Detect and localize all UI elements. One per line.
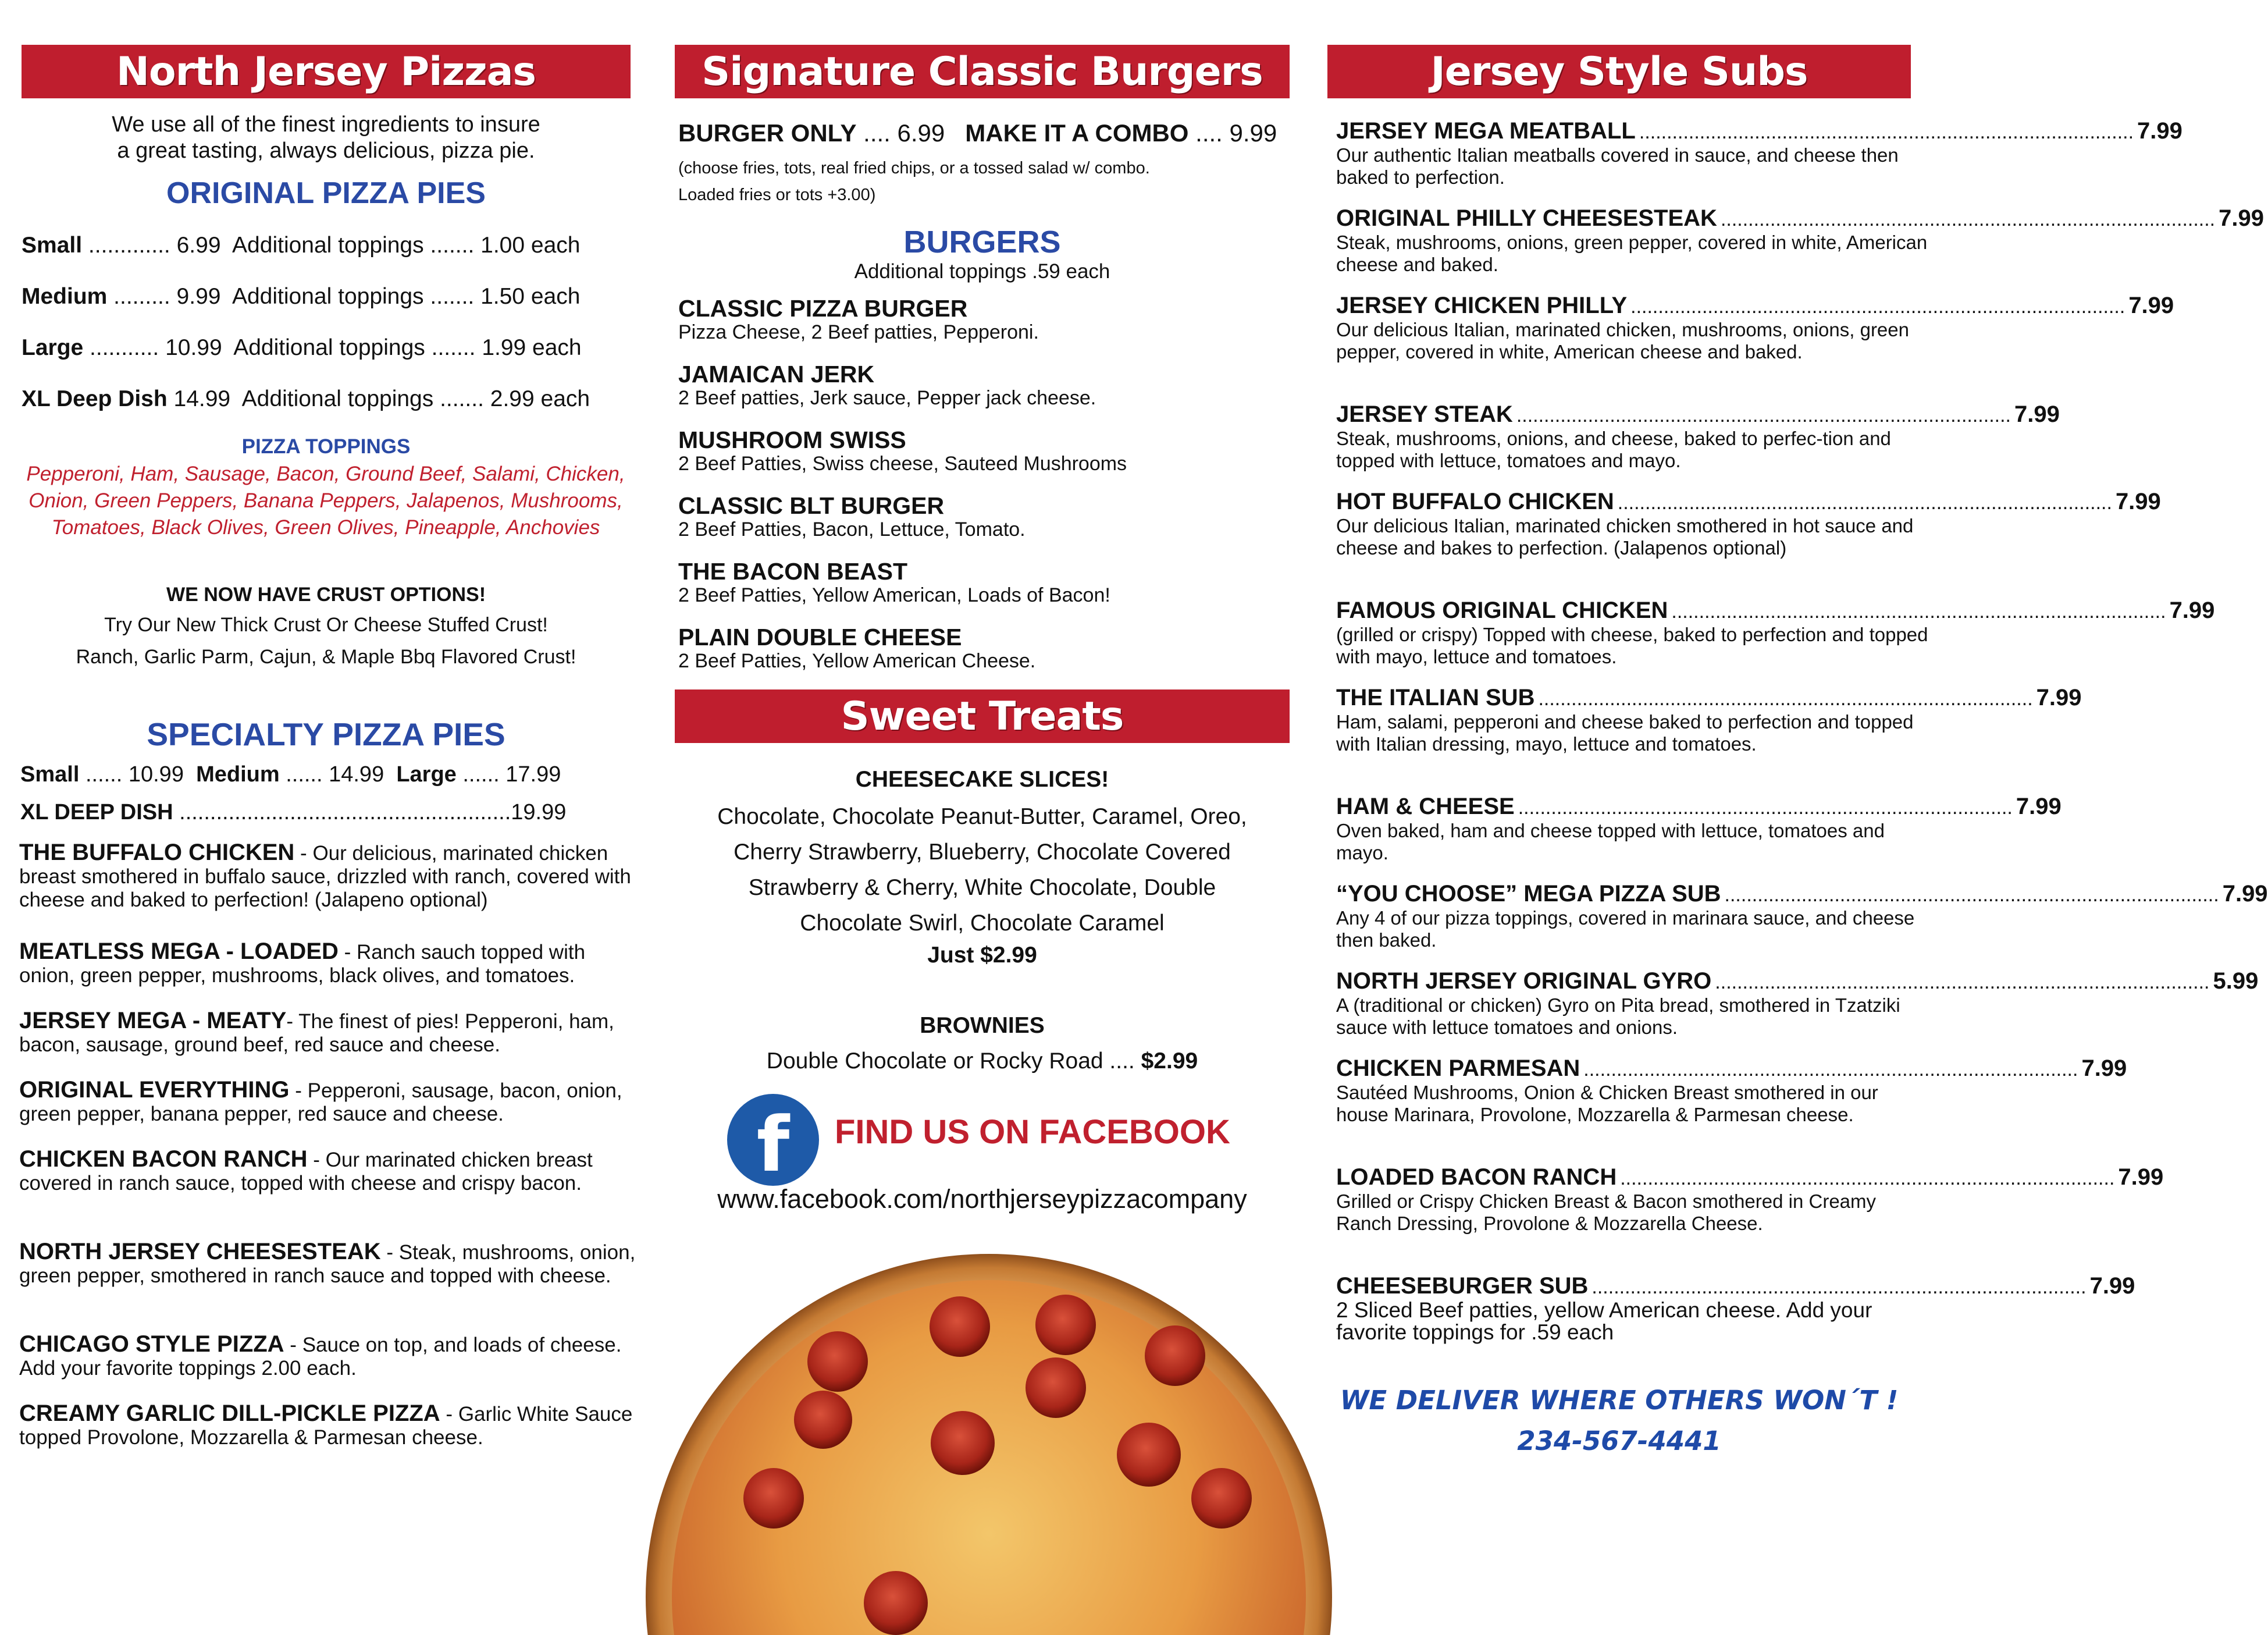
sub-price: 7.99 <box>2219 205 2264 231</box>
specialty-sep: - <box>289 1079 308 1102</box>
sub-item <box>1336 598 2215 685</box>
pepperoni <box>1026 1357 1086 1418</box>
cheesecake-line: Strawberry & Cherry, White Chocolate, Double <box>748 875 1216 900</box>
sub-item <box>1336 881 2268 968</box>
sub-name: “YOU CHOOSE” MEGA PIZZA SUB <box>1336 881 1721 907</box>
facebook-url[interactable]: www.facebook.com/northjerseypizzacompany <box>717 1184 1247 1214</box>
burger-item <box>678 427 1306 493</box>
combo-price: 9.99 <box>1229 119 1277 147</box>
original-size-list <box>22 233 638 438</box>
burgers-heading: BURGERS <box>903 225 1061 260</box>
size-row-medium <box>22 284 638 335</box>
xl-deep-dish-row <box>20 800 637 825</box>
specialty-sep: - <box>440 1403 458 1426</box>
burger-name: CLASSIC BLT BURGER <box>678 492 945 519</box>
sub-dots: .......................................................................................... <box>1671 600 2166 623</box>
sub-item <box>1336 489 2161 598</box>
specialty-desc: Sauce on top, and loads of cheese. Add your favorite toppings 2.00 each. <box>19 1334 622 1380</box>
pepperoni <box>864 1571 928 1635</box>
toppings-heading: PIZZA TOPPINGS <box>241 435 411 458</box>
pepperoni <box>1117 1423 1181 1487</box>
sub-dots: .......................................................................................... <box>1518 797 2013 819</box>
specialty-sep: - <box>380 1241 399 1264</box>
size-row-large <box>22 335 638 386</box>
cheesecake-price: Just $2.99 <box>927 943 1037 968</box>
burger-only-dots: .... <box>856 119 898 147</box>
burgers-banner: Signature Classic Burgers <box>675 45 1290 98</box>
sub-desc: Steak, mushrooms, onions, green pepper, covered in white, American cheese and baked. <box>1336 232 1928 275</box>
size-label: XL Deep Dish <box>22 386 168 411</box>
pizzas-column <box>0 0 646 1484</box>
cheesecake-heading: CHEESECAKE SLICES! <box>855 767 1109 792</box>
burger-only-price: 6.99 <box>897 119 945 147</box>
specialty-desc: Garlic White Sauce topped Provolone, Mozzarella & Parmesan cheese. <box>19 1403 633 1449</box>
size-row-xl <box>22 386 638 438</box>
brownies-price: $2.99 <box>1141 1048 1198 1074</box>
sub-desc: Steak, mushrooms, onions, and cheese, baked to perfec-tion and topped with lettuce, tomatoes and mayo. <box>1336 428 1891 471</box>
sweet-treats-banner: Sweet Treats <box>675 689 1290 743</box>
burger-desc: 2 Beef patties, Jerk sauce, Pepper jack cheese. <box>678 387 1096 409</box>
size-price: 14.99 <box>173 386 231 411</box>
xl-label: XL DEEP DISH <box>20 800 173 824</box>
sub-price: 5.99 <box>2213 968 2259 994</box>
specialty-small-label: Small <box>20 762 80 787</box>
sub-name: FAMOUS ORIGINAL CHICKEN <box>1336 598 1668 623</box>
sub-dots: .......................................................................................... <box>1715 971 2210 993</box>
specialty-name: CHICAGO STYLE PIZZA <box>19 1331 284 1357</box>
burger-toppings-note: Additional toppings .59 each <box>854 260 1110 283</box>
pizza-illustration <box>637 1225 1335 1632</box>
sub-name: LOADED BACON RANCH <box>1336 1164 1617 1190</box>
sub-item <box>1336 794 2062 881</box>
combo-label: MAKE IT A COMBO <box>965 119 1189 147</box>
specialty-medium-label: Medium <box>196 762 280 787</box>
specialty-large-price: 17.99 <box>505 762 561 787</box>
burger-item <box>678 559 1306 624</box>
cheesecake-line: Cherry Strawberry, Blueberry, Chocolate Covered <box>734 840 1231 865</box>
specialty-item <box>19 841 636 940</box>
sub-dots: .......................................................................................... <box>1617 492 2112 514</box>
sub-dots: .......................................................................................... <box>1516 404 2011 426</box>
size-label: Small <box>22 233 83 258</box>
sub-price: 7.99 <box>2036 685 2082 710</box>
specialty-item <box>19 940 636 1009</box>
burger-item <box>678 361 1306 427</box>
sub-name: CHICKEN PARMESAN <box>1336 1055 1580 1081</box>
size-dots: ............. <box>82 233 177 258</box>
sub-item <box>1336 1164 2164 1273</box>
size-row-small <box>22 233 638 284</box>
sub-desc: Any 4 of our pizza toppings, covered in marinara sauce, and cheese then baked. <box>1336 907 1915 951</box>
specialty-desc: Our delicious, marinated chicken breast smothered in buffalo sauce, drizzled with ranch, covered with cheese and baked to perfection! (Jalapeno optional) <box>19 842 631 911</box>
sub-name: NORTH JERSEY ORIGINAL GYRO <box>1336 968 1712 994</box>
sub-name: JERSEY CHICKEN PHILLY <box>1336 293 1628 318</box>
sub-desc: (grilled or crispy) Topped with cheese, baked to perfection and topped with mayo, lettuce and tomatoes. <box>1336 624 1928 667</box>
specialty-item <box>19 1240 636 1332</box>
size-price: 6.99 <box>176 233 221 258</box>
burger-desc: Pizza Cheese, 2 Beef patties, Pepperoni. <box>678 321 1039 343</box>
facebook-cta[interactable]: FIND US ON FACEBOOK <box>835 1113 1230 1151</box>
crust-line-1: Try Our New Thick Crust Or Cheese Stuffed Crust! <box>104 614 548 636</box>
specialty-name: ORIGINAL EVERYTHING <box>19 1077 290 1103</box>
specialty-name: JERSEY MEGA - MEATY <box>19 1008 287 1033</box>
sub-desc: Sautéed Mushrooms, Onion & Chicken Breast smothered in our house Marinara, Provolone, Mozzarella & Parmesan cheese. <box>1336 1082 1878 1125</box>
intro-line-2: a great tasting, always delicious, pizza pie. <box>117 138 535 163</box>
sub-name: HOT BUFFALO CHICKEN <box>1336 489 1614 514</box>
sub-price: 7.99 <box>2118 1164 2164 1190</box>
specialty-name: MEATLESS MEGA - LOADED <box>19 939 339 964</box>
size-toppings: Additional toppings ....... 1.50 each <box>232 284 581 309</box>
pepperoni <box>807 1331 868 1392</box>
sub-item <box>1336 685 2082 794</box>
cheesecake-line: Chocolate, Chocolate Peanut-Butter, Caramel, Oreo, <box>717 804 1247 829</box>
phone-number[interactable]: 234-567-4441 <box>1517 1426 1721 1456</box>
pepperoni <box>931 1411 995 1475</box>
pepperoni <box>794 1391 852 1449</box>
sub-name: ORIGINAL PHILLY CHEESESTEAK <box>1336 205 1717 231</box>
sub-name: THE ITALIAN SUB <box>1336 685 1535 710</box>
burger-name: PLAIN DOUBLE CHEESE <box>678 624 962 651</box>
size-dots: ........... <box>83 335 166 360</box>
pizza-image <box>637 1225 1335 1632</box>
sub-desc: Our delicious Italian, marinated chicken, mushrooms, onions, green pepper, covered in white, American cheese and baked. <box>1336 319 1909 362</box>
sub-price: 7.99 <box>2169 598 2215 623</box>
delivery-tagline: WE DELIVER WHERE OTHERS WON´T ! <box>1340 1385 1899 1416</box>
burger-name: MUSHROOM SWISS <box>678 426 906 453</box>
sub-item <box>1336 1055 2127 1164</box>
pepperoni <box>930 1296 990 1357</box>
burger-desc: 2 Beef Patties, Yellow American, Loads of Bacon! <box>678 584 1110 606</box>
brownies-heading: BROWNIES <box>920 1013 1045 1038</box>
specialty-item <box>19 1147 636 1240</box>
sub-desc: 2 Sliced Beef patties, yellow American cheese. Add your favorite toppings for .59 each <box>1336 1298 1872 1344</box>
specialty-price-row <box>20 762 637 787</box>
sub-desc: Our authentic Italian meatballs covered in sauce, and cheese then baked to perfection. <box>1336 144 1899 188</box>
sub-price: 7.99 <box>2081 1055 2127 1081</box>
sub-item <box>1336 401 2060 489</box>
specialty-sep: - <box>294 842 313 865</box>
pepperoni <box>1145 1325 1205 1386</box>
specialty-dots: ...... <box>456 762 506 787</box>
combo-note <box>678 155 1306 208</box>
sub-dots: .......................................................................................... <box>1583 1058 2078 1080</box>
brownies-text: Double Chocolate or Rocky Road .... <box>766 1048 1141 1074</box>
specialty-desc: Our marinated chicken breast covered in ranch sauce, topped with cheese and crispy bacon. <box>19 1149 593 1195</box>
specialty-sep: - <box>338 941 357 964</box>
sub-price: 7.99 <box>2016 794 2062 819</box>
sub-item <box>1336 205 2264 293</box>
specialty-desc: Pepperoni, sausage, bacon, onion, green pepper, banana pepper, red sauce and cheese. <box>19 1079 622 1125</box>
specialty-small-price: 10.99 <box>128 762 184 787</box>
pizzas-banner: North Jersey Pizzas <box>22 45 631 98</box>
burger-desc: 2 Beef Patties, Yellow American Cheese. <box>678 650 1036 672</box>
sub-item <box>1336 1273 2135 1360</box>
subs-list <box>1336 118 2268 1360</box>
sub-desc: A (traditional or chicken) Gyro on Pita bread, smothered in Tzatziki sauce with lettuce tomatoes and onions. <box>1336 994 1900 1038</box>
specialty-item <box>19 1009 636 1078</box>
subs-column <box>1315 0 2268 1484</box>
burger-item <box>678 296 1306 361</box>
burger-list <box>678 296 1306 690</box>
sub-name: JERSEY MEGA MEATBALL <box>1336 118 1636 144</box>
sub-price: 7.99 <box>2222 881 2268 907</box>
size-toppings: Additional toppings ....... 1.99 each <box>233 335 582 360</box>
pizzas-intro <box>22 112 631 164</box>
sub-desc: Oven baked, ham and cheese topped with lettuce, tomatoes and mayo. <box>1336 820 1885 863</box>
burger-desc: 2 Beef Patties, Bacon, Lettuce, Tomato. <box>678 518 1026 541</box>
sub-dots: .......................................................................................... <box>1620 1167 2115 1189</box>
specialty-name: THE BUFFALO CHICKEN <box>19 840 295 865</box>
combo-dots: .... <box>1188 119 1230 147</box>
pepperoni <box>1035 1295 1096 1355</box>
intro-line-1: We use all of the finest ingredients to insure <box>112 112 540 137</box>
specialty-item <box>19 1078 636 1147</box>
sub-price: 7.99 <box>2137 118 2182 144</box>
specialty-item <box>19 1402 636 1460</box>
sub-desc: Our delicious Italian, marinated chicken smothered in hot sauce and cheese and bakes to perfection. (Jalapenos optional) <box>1336 515 1914 559</box>
burger-combo-row <box>678 119 1306 147</box>
sub-dots: .......................................................................................... <box>1720 208 2216 230</box>
size-label: Medium <box>22 284 108 309</box>
cheesecake-flavors <box>675 799 1290 941</box>
burger-name: THE BACON BEAST <box>678 558 908 585</box>
combo-note-1: (choose fries, tots, real fried chips, or a tossed salad w/ combo. <box>678 159 1150 177</box>
specialty-sep: - <box>284 1334 302 1356</box>
burger-only-label: BURGER ONLY <box>678 119 857 147</box>
crust-line-2: Ranch, Garlic Parm, Cajun, & Maple Bbq Flavored Crust! <box>76 646 576 668</box>
burger-item <box>678 493 1306 559</box>
specialty-medium-price: 14.99 <box>329 762 384 787</box>
sub-price: 7.99 <box>2089 1273 2135 1299</box>
pepperoni <box>1191 1468 1252 1529</box>
sub-desc: Grilled or Crispy Chicken Breast & Bacon smothered in Creamy Ranch Dressing, Provolone & Mozzarella Cheese. <box>1336 1190 1877 1234</box>
specialty-desc: Ranch sauch topped with onion, green pepper, mushrooms, black olives, and tomatoes. <box>19 941 586 987</box>
specialty-dots: ...... <box>279 762 329 787</box>
specialty-sep: - <box>286 1010 299 1033</box>
sub-price: 7.99 <box>2128 293 2174 318</box>
burger-item <box>678 624 1306 690</box>
specialty-sep: - <box>307 1149 326 1171</box>
specialty-pizza-heading: SPECIALTY PIZZA PIES <box>147 716 505 752</box>
size-price: 9.99 <box>176 284 221 309</box>
crust-heading: WE NOW HAVE CRUST OPTIONS! <box>166 584 486 606</box>
sub-dots: .......................................................................................... <box>1538 688 2033 710</box>
size-dots: ......... <box>107 284 177 309</box>
specialty-list <box>19 841 636 1460</box>
sub-dots: .......................................................................................... <box>1639 121 2134 143</box>
size-toppings: Additional toppings ....... 1.00 each <box>232 233 581 258</box>
combo-note-2: Loaded fries or tots +3.00) <box>678 186 876 204</box>
sub-item <box>1336 968 2259 1055</box>
size-label: Large <box>22 335 84 360</box>
burger-name: JAMAICAN JERK <box>678 361 875 388</box>
sub-name: HAM & CHEESE <box>1336 794 1515 819</box>
sub-name: JERSEY STEAK <box>1336 401 1513 427</box>
xl-dots: ...................................................... <box>173 800 511 824</box>
toppings-list: Pepperoni, Ham, Sausage, Bacon, Ground Beef, Salami, Chicken, Onion, Green Peppers, Banana Peppers, Jalapenos, Mushrooms, Tomatoes, Black Olives, Green Olives, Pineapple, Anchovies <box>26 463 625 539</box>
xl-price: 19.99 <box>511 800 567 824</box>
size-price: 10.99 <box>165 335 222 360</box>
specialty-desc: Steak, mushrooms, onion, green pepper, smothered in ranch sauce and topped with cheese. <box>19 1241 636 1287</box>
specialty-desc: The finest of pies! Pepperoni, ham, bacon, sausage, ground beef, red sauce and cheese. <box>19 1010 614 1056</box>
specialty-name: CHICKEN BACON RANCH <box>19 1146 308 1172</box>
sub-price: 7.99 <box>2014 401 2060 427</box>
brownies-row <box>675 1048 1290 1074</box>
subs-banner: Jersey Style Subs <box>1327 45 1911 98</box>
burger-desc: 2 Beef Patties, Swiss cheese, Sauteed Mushrooms <box>678 453 1127 475</box>
specialty-name: NORTH JERSEY CHEESESTEAK <box>19 1239 381 1264</box>
sub-name: CHEESEBURGER SUB <box>1336 1273 1589 1299</box>
size-dots <box>168 386 174 411</box>
sub-item <box>1336 293 2174 401</box>
sub-price: 7.99 <box>2115 489 2161 514</box>
specialty-name: CREAMY GARLIC DILL-PICKLE PIZZA <box>19 1401 440 1426</box>
specialty-dots: ...... <box>79 762 129 787</box>
burger-name: CLASSIC PIZZA BURGER <box>678 295 968 322</box>
facebook-icon[interactable]: f <box>727 1094 819 1186</box>
size-toppings: Additional toppings ....... 2.99 each <box>241 386 590 411</box>
cheesecake-line: Chocolate Swirl, Chocolate Caramel <box>800 911 1165 936</box>
sub-desc: Ham, salami, pepperoni and cheese baked to perfection and topped with Italian dressing, mayo, lettuce and tomatoes. <box>1336 711 1914 755</box>
sub-dots: .......................................................................................... <box>1724 884 2219 906</box>
pepperoni <box>743 1468 804 1529</box>
sub-item <box>1336 118 2182 205</box>
specialty-item <box>19 1332 636 1402</box>
specialty-large-label: Large <box>396 762 457 787</box>
sub-dots: .......................................................................................... <box>1591 1276 2087 1298</box>
sub-dots: .......................................................................................... <box>1630 296 2125 318</box>
original-pizza-heading: ORIGINAL PIZZA PIES <box>166 176 486 210</box>
